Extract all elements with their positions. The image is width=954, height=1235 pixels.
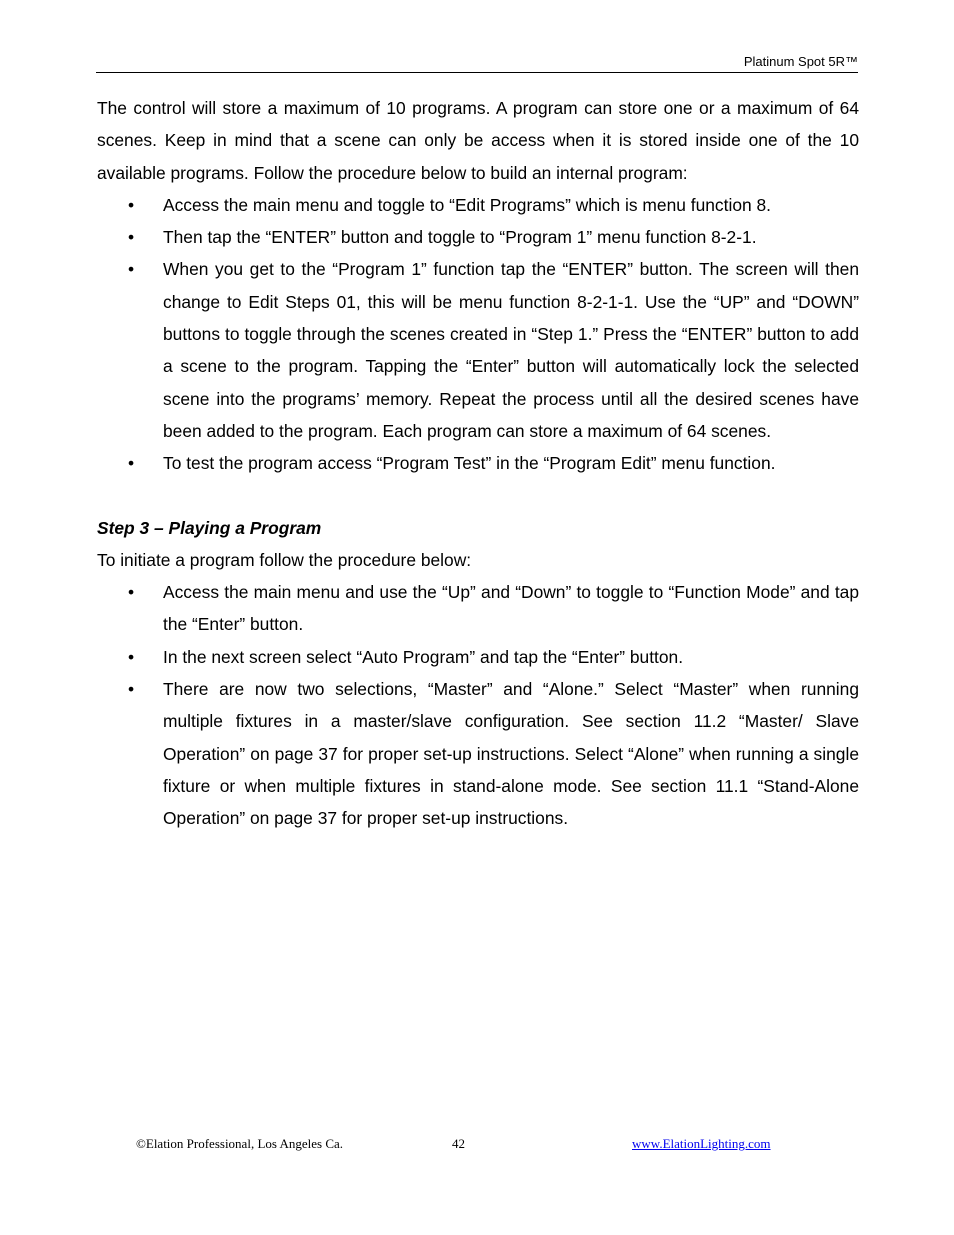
- list-item: [97, 641, 859, 673]
- footer-website-link[interactable]: www.ElationLighting.com: [632, 1136, 771, 1151]
- list-item-text: There are now two selections, “Master” and “Alone.” Select “Master” when running multiple fixtures in a master/slave configuration. See section 11.2 “Master/ Slave Operation” on page 37 for proper set-up instructions. Select “Alone” when running a single fixture or when multiple fixtures in stand-alone mode. See section 11.1 “Stand-Alone Operation” on page 37 for proper set-up instructions.: [163, 679, 859, 829]
- page-content: [97, 92, 859, 835]
- bullet-icon: •: [128, 679, 135, 700]
- section1-intro: The control will store a maximum of 10 programs. A program can store one or a maximum of 64 scenes. Keep in mind that a scene can only be access when it is stored inside one of the 10 available programs. Follow the procedure below to build an internal program:: [97, 98, 859, 183]
- header-title: Platinum Spot 5R™: [743, 54, 858, 69]
- bullet-icon: •: [128, 646, 135, 667]
- list-item: [97, 576, 859, 641]
- list-item: [97, 221, 859, 253]
- list-item: [97, 673, 859, 834]
- page-footer: [0, 1136, 954, 1156]
- list-item: [97, 189, 859, 221]
- section1-bullet-list: [97, 189, 859, 480]
- list-item-text: In the next screen select “Auto Program” and tap the “Enter” button.: [163, 646, 684, 667]
- list-item-text: Then tap the “ENTER” button and toggle to “Program 1” menu function 8-2-1.: [163, 227, 757, 248]
- bullet-icon: •: [128, 194, 135, 215]
- section2-heading: Step 3 – Playing a Program: [97, 517, 322, 538]
- list-item-text: Access the main menu and use the “Up” and “Down” to toggle to “Function Mode” and tap the “Enter” button.: [163, 582, 859, 635]
- list-item-text: To test the program access “Program Test” in the “Program Edit” menu function.: [163, 453, 776, 474]
- list-item: [97, 447, 859, 479]
- list-item: [97, 253, 859, 447]
- section2-bullet-list: [97, 576, 859, 834]
- footer-copyright: ©Elation Professional, Los Angeles Ca.: [136, 1136, 344, 1151]
- footer-page-number: 42: [452, 1136, 465, 1151]
- bullet-icon: •: [128, 227, 135, 248]
- list-item-text: Access the main menu and toggle to “Edit Programs” which is menu function 8.: [163, 194, 772, 215]
- bullet-icon: •: [128, 453, 135, 474]
- section2-intro: To initiate a program follow the procedure below:: [97, 549, 472, 570]
- list-item-text: When you get to the “Program 1” function tap the “ENTER” button. The screen will then change to Edit Steps 01, this will be menu function 8-2-1-1. Use the “UP” and “DOWN” buttons to toggle through the scenes created in “Step 1.” Press the “ENTER” button to add a scene to the program. Tapping the “Enter” button will automatically lock the selected scene into the programs’ memory. Repeat the process until all the desired scenes have been added to the program. Each program can store a maximum of 64 scenes.: [163, 259, 859, 441]
- page-header: [96, 52, 858, 73]
- bullet-icon: •: [128, 259, 135, 280]
- bullet-icon: •: [128, 582, 135, 603]
